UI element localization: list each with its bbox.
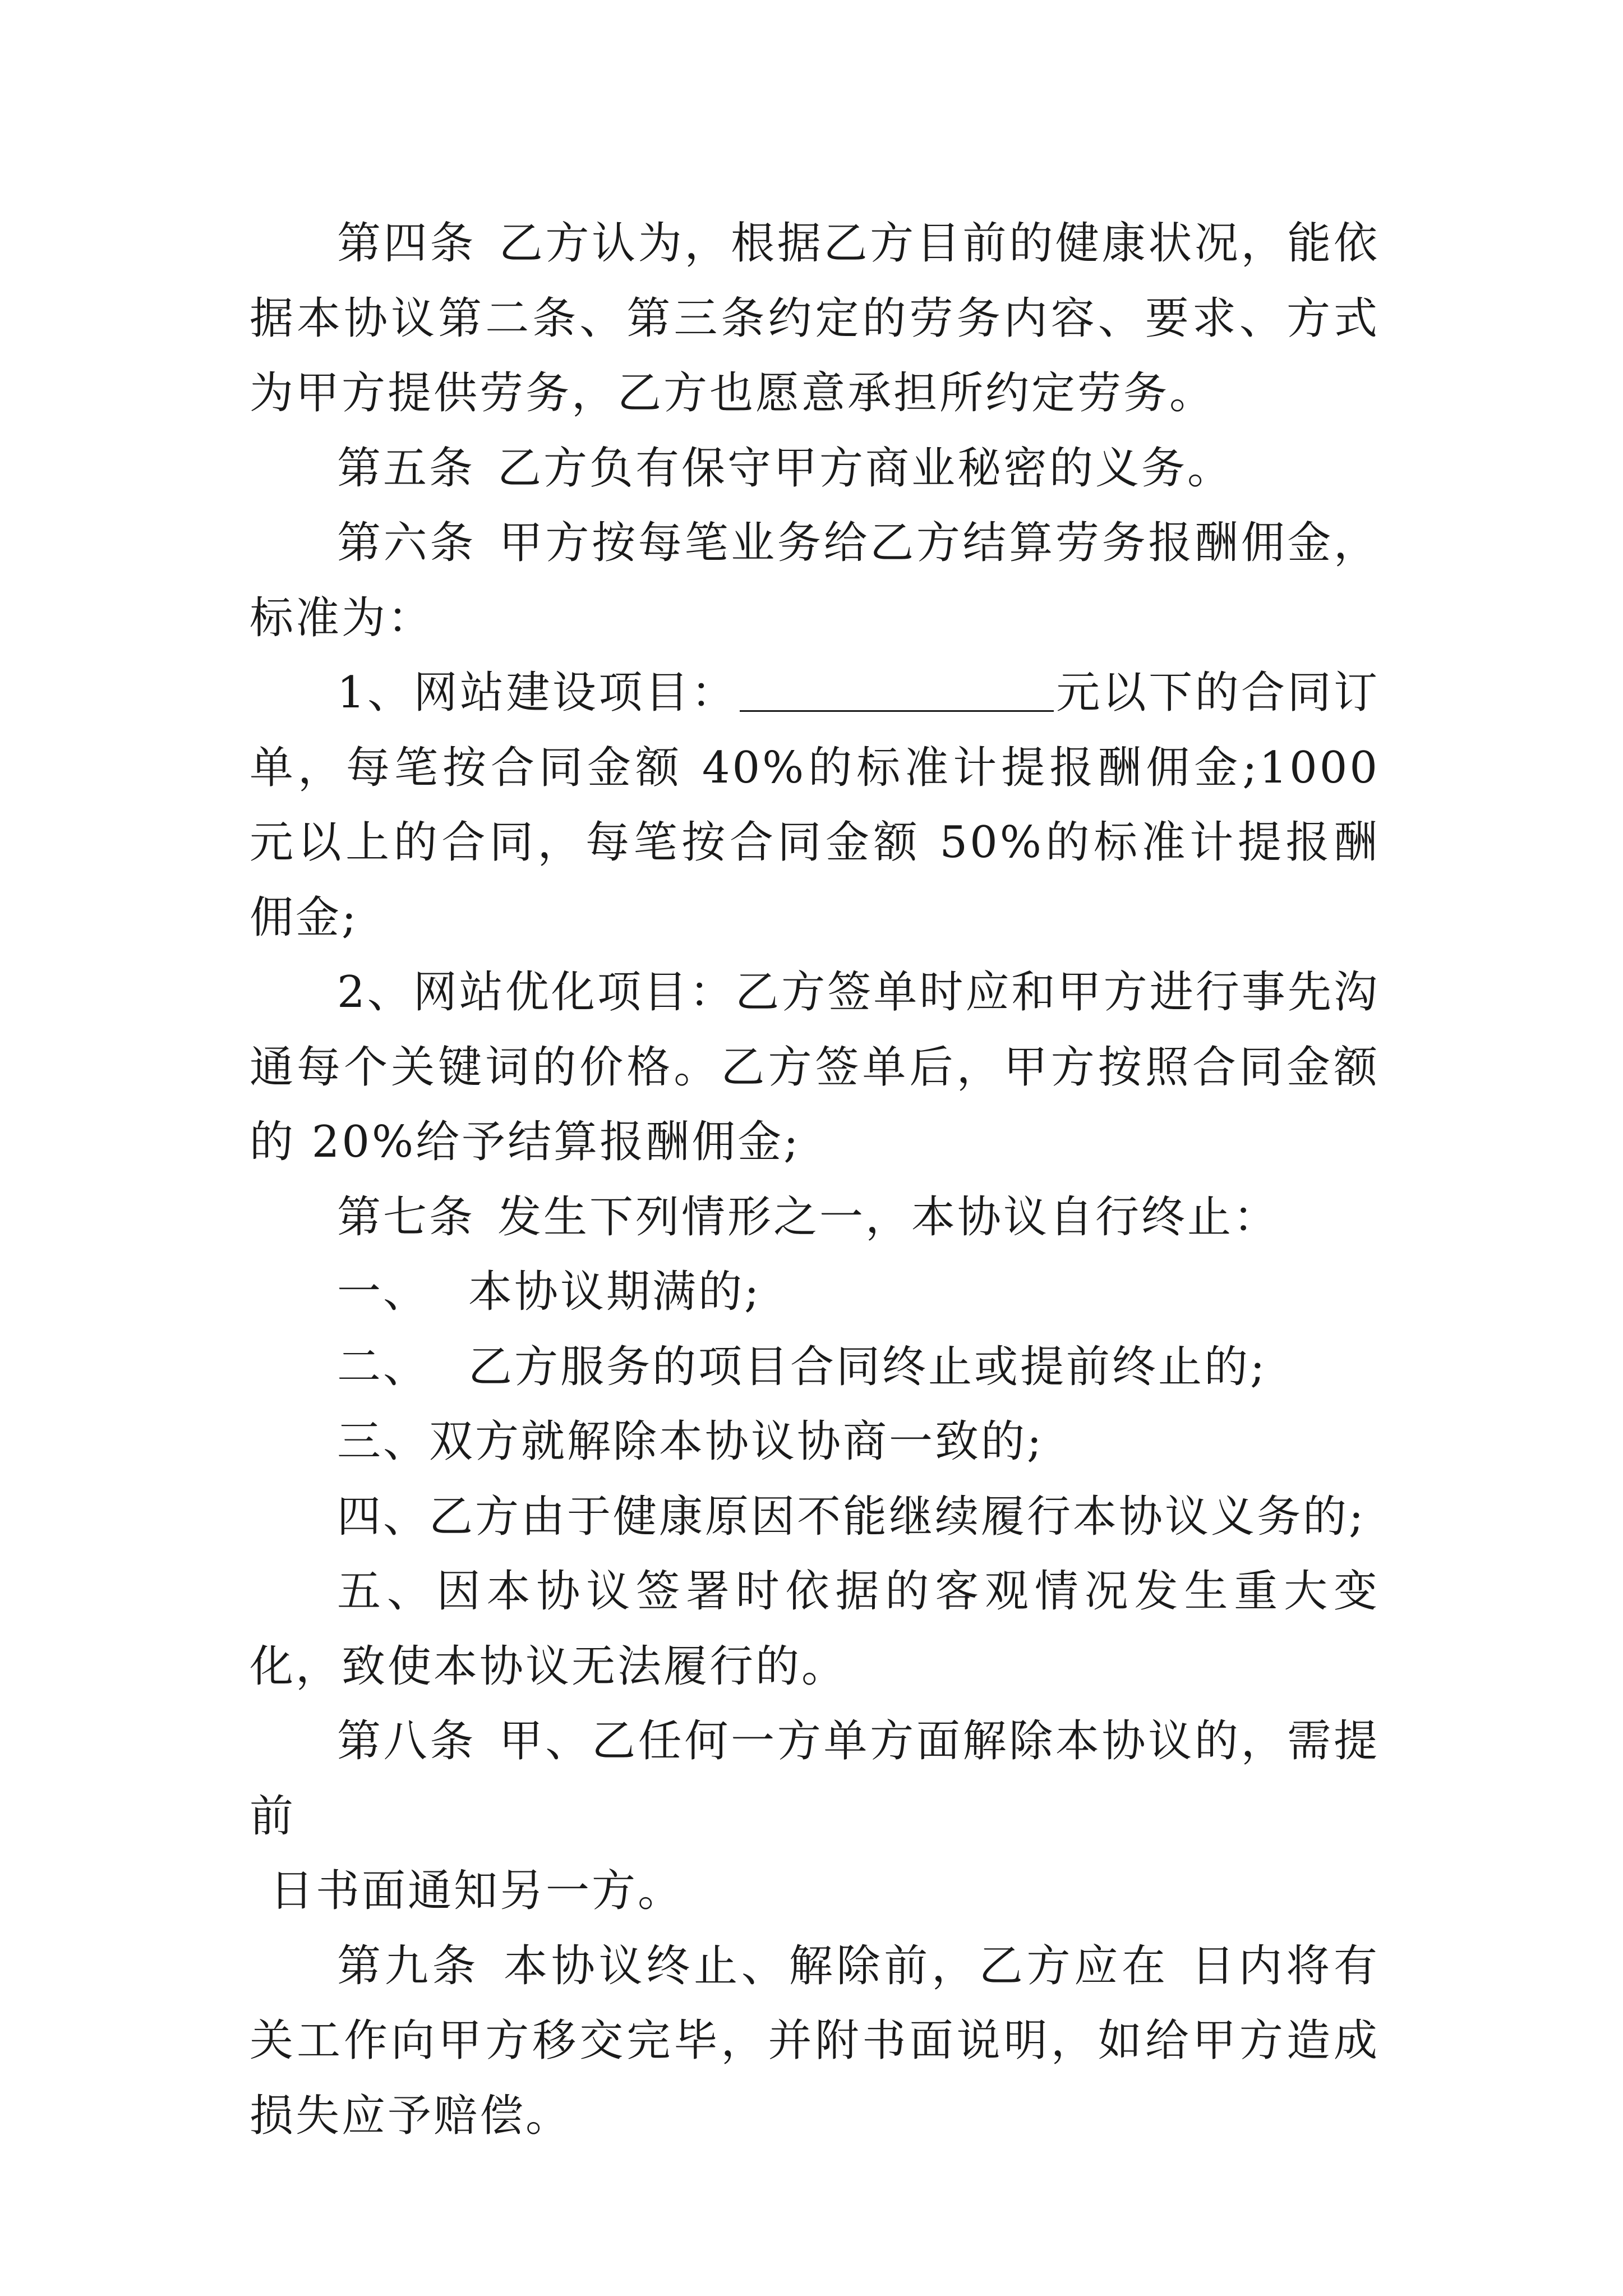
article-6 [250,506,1380,656]
article-8-label: 第八条 [337,1716,477,1766]
article-4-label: 第四条 [337,218,477,269]
article-9-text: 本协议终止、解除前，乙方应在 [502,1940,1169,1991]
document-body [250,206,1380,2154]
article-6-label: 第六条 [337,518,477,568]
article-8 [250,1704,1380,1929]
article-7-label: 第七条 [337,1191,476,1243]
term-2-text: 乙方服务的项目合同终止或提前终止的; [468,1341,1267,1392]
article-9 [250,1929,1380,2154]
item-1 [250,656,1380,955]
term-1 [250,1255,1380,1330]
term-2 [250,1330,1380,1405]
article-8-text: 甲、乙任何一方单方面解除本协议的，需提前 [250,1716,1380,1842]
term-2-num: 二、 [337,1341,430,1392]
article-6-text: 甲方按每笔业务给乙方结算劳务报酬佣金，标准为： [250,518,1380,643]
item-1-text: 元以下的合同订单，每笔按合同金额 40%的标准计提报酬佣金;1000 元以上的合同，每笔按合同金额 50%的标准计提报酬佣金; [250,668,1380,943]
article-9-text-2: 日内将有关工作向甲方移交完毕，并附书面说明，如给甲方造成损失应予赔偿。 [250,1940,1380,2141]
term-4 [250,1480,1380,1555]
term-3-text: 三、双方就解除本协议协商一致的; [337,1416,1044,1467]
term-5 [250,1554,1380,1704]
article-4-text: 乙方认为，根据乙方目前的健康状况，能依据本协议第二条、第三条约定的劳务内容、要求、方式为甲方提供劳务，乙方也愿意承担所约定劳务。 [250,218,1380,418]
item-2 [250,955,1380,1180]
term-5-text: 五、因本协议签署时依据的客观情况发生重大变化，致使本协议无法履行的。 [250,1566,1380,1692]
item-2-text: 2、网站优化项目：乙方签单时应和甲方进行事先沟通每个关键词的价格。乙方签单后，甲方按照合同金额的 20%给予结算报酬佣金; [250,967,1380,1167]
article-7 [250,1180,1380,1255]
article-7-text: 发生下列情形之一，本协议自行终止： [497,1191,1280,1243]
amount-blank-underline [740,666,1054,712]
article-4 [250,206,1380,431]
article-9-label: 第九条 [337,1940,480,1991]
article-5-text: 乙方负有保守甲方商业秘密的义务。 [497,443,1234,494]
term-1-text: 本协议期满的; [468,1267,762,1317]
article-5 [250,431,1380,507]
term-3 [250,1405,1380,1480]
item-1-prefix: 1、网站建设项目： [337,668,737,718]
article-5-label: 第五条 [337,443,476,494]
term-4-text: 四、乙方由于健康原因不能继续履行本协议义务的; [337,1491,1366,1542]
article-8-text-2: 日书面通知另一方。 [270,1866,684,1916]
term-1-num: 一、 [337,1267,430,1317]
